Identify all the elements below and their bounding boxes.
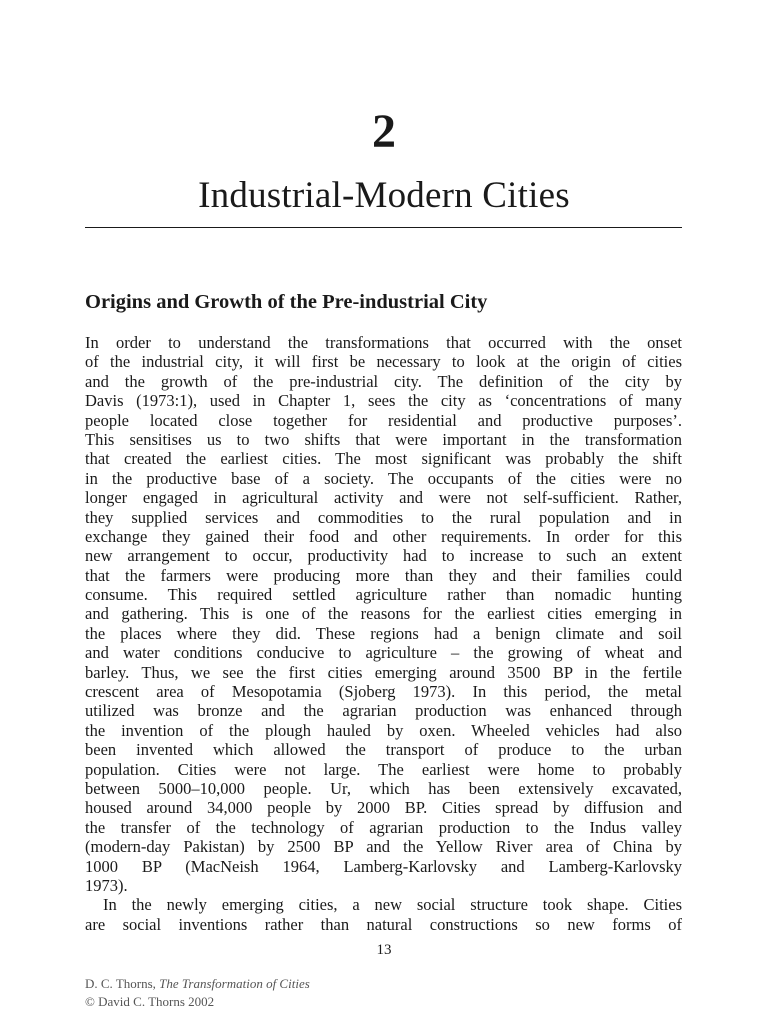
title-divider <box>85 227 682 228</box>
body-line: housed around 34,000 people by 2000 BP. Cities spread by diffusion and <box>85 798 682 818</box>
body-line: 1000 BP (MacNeish 1964, Lamberg-Karlovsky and Lamberg-Karlovsky <box>85 856 682 876</box>
body-line: the invention of the plough hauled by oxen. Wheeled vehicles had also <box>85 720 682 740</box>
body-line: and water conditions conducive to agriculture – the growing of wheat and <box>85 643 682 663</box>
body-line: longer engaged in agricultural activity and were not self-sufficient. Rather, <box>85 488 682 508</box>
body-line: in the productive base of a society. The occupants of the cities were no <box>85 468 682 488</box>
body-line: and the growth of the pre-industrial city. The definition of the city by <box>85 371 682 391</box>
body-line: Davis (1973:1), used in Chapter 1, sees the city as ‘concentrations of many <box>85 391 682 411</box>
body-line: that the farmers were producing more than they and their families could <box>85 565 682 585</box>
section-heading: Origins and Growth of the Pre-industrial City <box>85 291 488 313</box>
body-line: utilized was bronze and the agrarian production was enhanced through <box>85 701 682 721</box>
body-line: between 5000–10,000 people. Ur, which has been extensively excavated, <box>85 778 682 798</box>
body-line: consume. This required settled agriculture rather than nomadic hunting <box>85 585 682 605</box>
body-line: (modern-day Pakistan) by 2500 BP and the Yellow River area of China by <box>85 837 682 857</box>
body-line: been invented which allowed the transport of produce to the urban <box>85 740 682 760</box>
body-paragraphs <box>85 333 682 934</box>
body-line: population. Cities were not large. The earliest were home to probably <box>85 759 682 779</box>
body-line: that created the earliest cities. The most significant was probably the shift <box>85 449 682 469</box>
footer-author: D. C. Thorns, <box>85 976 156 991</box>
body-line: the transfer of the technology of agrarian production to the Indus valley <box>85 817 682 837</box>
body-line: barley. Thus, we see the first cities emerging around 3500 BP in the fertile <box>85 662 682 682</box>
body-line: people located close together for residential and productive purposes’. <box>85 410 682 430</box>
body-line: new arrangement to occur, productivity had to increase to such an extent <box>85 546 682 566</box>
footer-citation <box>85 975 310 993</box>
footer-book-title: The Transformation of Cities <box>159 976 310 991</box>
body-line: 1973). <box>85 875 128 895</box>
copyright-footer <box>85 975 310 1011</box>
body-line: In the newly emerging cities, a new social structure took shape. Cities <box>103 895 682 915</box>
body-line: and gathering. This is one of the reasons for the earliest cities emerging in <box>85 604 682 624</box>
body-line: exchange they gained their food and other requirements. In order for this <box>85 526 682 546</box>
body-line: of the industrial city, it will first be necessary to look at the origin of cities <box>85 352 682 372</box>
body-line: In order to understand the transformations that occurred with the onset <box>85 333 682 352</box>
body-line: crescent area of Mesopotamia (Sjoberg 1973). In this period, the metal <box>85 682 682 702</box>
body-line: are social inventions rather than natural constructions so new forms of <box>85 914 682 934</box>
body-line: the places where they did. These regions had a benign climate and soil <box>85 623 682 643</box>
body-line: they supplied services and commodities to the rural population and in <box>85 507 682 527</box>
chapter-title: Industrial-Modern Cities <box>198 175 570 216</box>
chapter-number: 2 <box>372 105 396 158</box>
body-line: This sensitises us to two shifts that were important in the transformation <box>85 429 682 449</box>
footer-copyright: © David C. Thorns 2002 <box>85 994 215 1009</box>
page-number: 13 <box>376 942 392 958</box>
